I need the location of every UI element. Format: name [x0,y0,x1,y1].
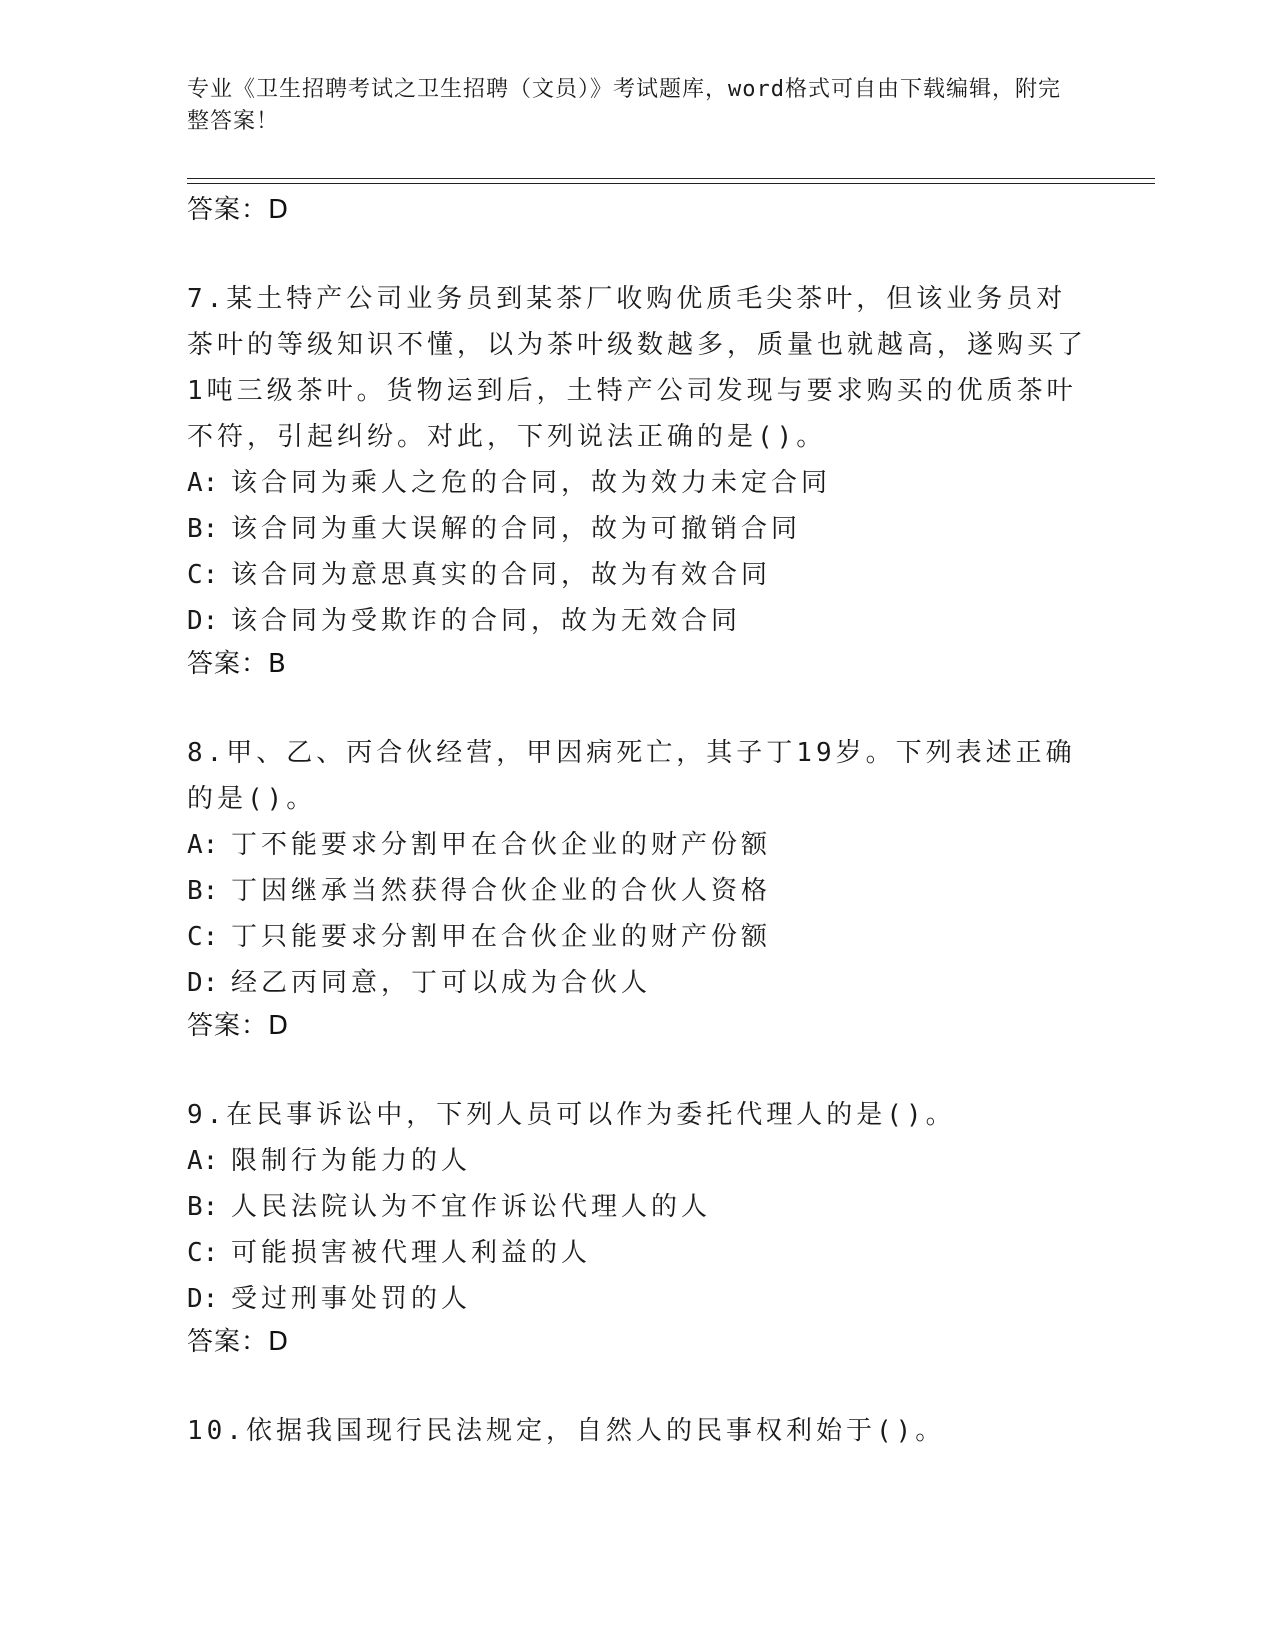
answer-9: 答案：D [187,1327,290,1357]
option-b [187,1184,1087,1230]
question-text: 7.某土特产公司业务员到某茶厂收购优质毛尖茶叶，但该业务员对茶叶的等级知识不懂，以为茶叶级数越多，质量也就越高，遂购买了1吨三级茶叶。货物运到后，土特产公司发现与要求购买的优质茶叶不符，引起纠纷。对此，下列说法正确的是()。 [187,284,1088,452]
question-text: 10.依据我国现行民法规定，自然人的民事权利始于()。 [187,1416,946,1446]
option-letter: B: [187,1192,219,1222]
question-text: 8.甲、乙、丙合伙经营，甲因病死亡，其子丁19岁。下列表述正确的是()。 [187,738,1076,814]
question-10 [187,1408,1087,1454]
option-c [187,552,1087,598]
option-c [187,1230,1087,1276]
option-c [187,914,1087,960]
answer-8: 答案：D [187,1011,290,1041]
option-text: 该合同为乘人之危的合同，故为效力未定合同 [231,468,832,498]
option-text: 该合同为重大误解的合同，故为可撤销合同 [231,514,802,544]
option-letter: D: [187,968,219,998]
option-text: 可能损害被代理人利益的人 [231,1238,592,1268]
option-letter: D: [187,1284,219,1314]
option-letter: A: [187,468,219,498]
option-letter: A: [187,830,219,860]
option-text: 人民法院认为不宜作诉讼代理人的人 [231,1192,712,1222]
option-letter: C: [187,1238,219,1268]
option-b [187,506,1087,552]
question-9 [187,1092,1087,1366]
option-letter: A: [187,1146,219,1176]
option-text: 受过刑事处罚的人 [231,1284,472,1314]
option-letter: B: [187,876,219,906]
option-text: 经乙丙同意，丁可以成为合伙人 [231,968,652,998]
option-text: 该合同为意思真实的合同，故为有效合同 [231,560,772,590]
answer-previous: 答案：D [187,195,290,225]
option-text: 丁不能要求分割甲在合伙企业的财产份额 [231,830,772,860]
option-a [187,1138,1087,1184]
option-letter: C: [187,560,219,590]
option-d [187,598,1087,644]
header-divider-top [187,178,1155,179]
option-letter: B: [187,514,219,544]
option-letter: D: [187,606,219,636]
document-header: 专业《卫生招聘考试之卫生招聘（文员）》考试题库，word格式可自由下载编辑，附完整答案！ [187,77,1061,134]
option-text: 丁因继承当然获得合伙企业的合伙人资格 [231,876,772,906]
option-text: 丁只能要求分割甲在合伙企业的财产份额 [231,922,772,952]
option-b [187,868,1087,914]
option-text: 该合同为受欺诈的合同，故为无效合同 [231,606,742,636]
question-list [187,190,1087,1454]
answer-7: 答案：B [187,649,287,679]
option-letter: C: [187,922,219,952]
header-divider-bottom [187,183,1155,184]
option-text: 限制行为能力的人 [231,1146,472,1176]
option-a [187,460,1087,506]
option-d [187,1276,1087,1322]
question-8 [187,730,1087,1050]
question-7 [187,276,1087,688]
option-d [187,960,1087,1006]
option-a [187,822,1087,868]
question-text: 9.在民事诉讼中，下列人员可以作为委托代理人的是()。 [187,1100,956,1130]
